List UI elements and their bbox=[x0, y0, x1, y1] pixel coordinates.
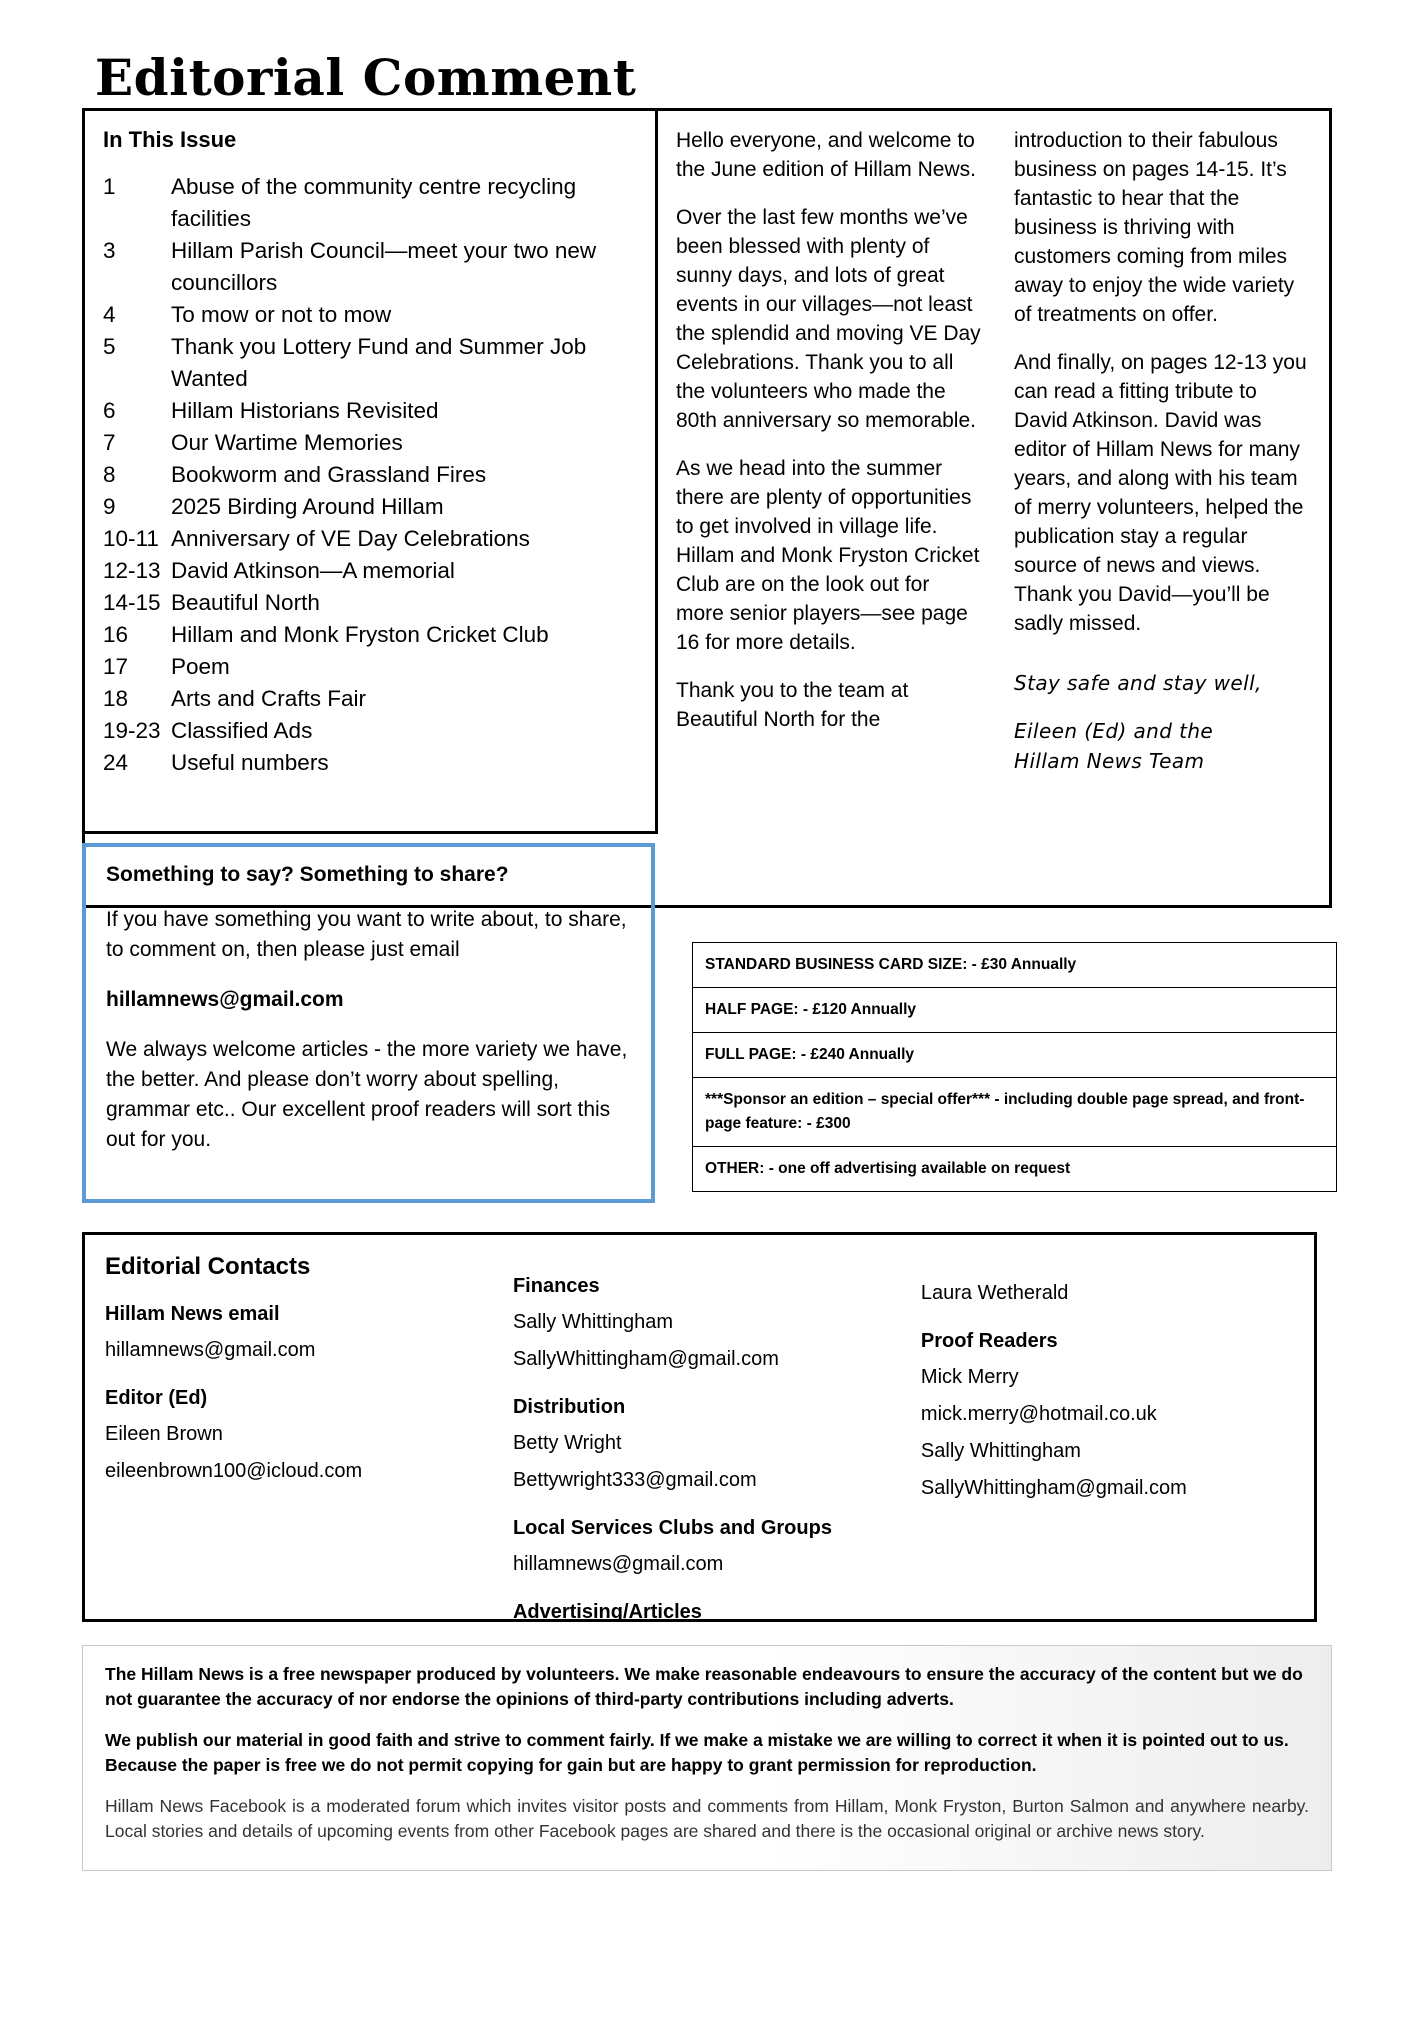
toc-entry-label: Beautiful North bbox=[171, 590, 320, 615]
contacts-value[interactable]: SallyWhittingham@gmail.com bbox=[920, 1477, 1187, 1499]
list-item bbox=[103, 555, 637, 587]
toc-entry-label: Bookworm and Grassland Fires bbox=[171, 462, 487, 487]
toc-page-number: 4 bbox=[103, 302, 116, 327]
toc-entry-label: Abuse of the community centre recycling facilities bbox=[171, 174, 577, 231]
contacts-value: Sally Whittingham bbox=[512, 1311, 674, 1333]
signoff-line-3: Hillam News Team bbox=[1014, 749, 1205, 773]
contacts-value: Laura Wetherald bbox=[920, 1282, 1069, 1304]
contacts-value: Betty Wright bbox=[512, 1432, 622, 1454]
toc-entry-label: 2025 Birding Around Hillam bbox=[171, 494, 444, 519]
toc-page-number: 3 bbox=[103, 238, 116, 263]
disclaimer-paragraph-1: The Hillam News is a free newspaper produced by volunteers. We make reasonable endeavours to ensure the accuracy of the content but we do not guarantee the accuracy of nor endorse the opinions of third-party contributions including adverts. bbox=[105, 1664, 1303, 1709]
table-row: FULL PAGE: - £240 Annually bbox=[693, 1033, 1336, 1078]
in-this-issue-heading: In This Issue bbox=[103, 127, 237, 152]
contacts-subheading: Advertising/Articles bbox=[512, 1601, 702, 1623]
toc-page-number: 6 bbox=[103, 398, 116, 423]
toc-page-number: 1 bbox=[103, 174, 116, 199]
list-item bbox=[103, 683, 637, 715]
table-row: STANDARD BUSINESS CARD SIZE: - £30 Annually bbox=[693, 943, 1336, 988]
toc-entry-label: Hillam and Monk Fryston Cricket Club bbox=[171, 622, 549, 647]
table-row: ***Sponsor an edition – special offer*** - including double page spread, and front-page feature: - £300 bbox=[693, 1078, 1336, 1147]
toc-entry-label: Hillam Parish Council—meet your two new councillors bbox=[171, 238, 597, 295]
editorial-paragraph: Hello everyone, and welcome to the June edition of Hillam News. bbox=[676, 129, 976, 181]
toc-page-number: 19-23 bbox=[103, 718, 161, 743]
list-item bbox=[103, 299, 637, 331]
table-row: OTHER: - one off advertising available on request bbox=[693, 1147, 1336, 1192]
toc-page-number: 24 bbox=[103, 750, 129, 775]
editorial-paragraph: Over the last few months we’ve been blessed with plenty of sunny days, and lots of great events in our villages—not least the splendid and moving VE Day Celebrations. Thank you to all the volunteers who made the 80th anniversary so memorable. bbox=[676, 206, 981, 432]
editorial-paragraph: Thank you to the team at Beautiful North for the bbox=[676, 679, 909, 731]
editorial-contacts-heading: Editorial Contacts bbox=[105, 1253, 311, 1280]
contacts-subheading: Local Services Clubs and Groups bbox=[512, 1517, 832, 1539]
toc-page-number: 16 bbox=[103, 622, 129, 647]
toc-entry-label: Useful numbers bbox=[171, 750, 329, 775]
contacts-subheading: Editor (Ed) bbox=[105, 1387, 208, 1409]
toc-entry-label: To mow or not to mow bbox=[171, 302, 392, 327]
editorial-column-2 bbox=[998, 111, 1329, 905]
editorial-paragraph: As we head into the summer there are plenty of opportunities to get involved in village life. Hillam and Monk Fryston Cricket Club are on the look out for more senior players—see page 16 for more details. bbox=[676, 457, 980, 654]
disclaimer-paragraph-3: Hillam News Facebook is a moderated forum which invites visitor posts and comments from Hillam, Monk Fryston, Burton Salmon and anywhere nearby. Local stories and details of upcoming events from other Facebook pages are shared and there is the occasional original or archive news story. bbox=[105, 1796, 1309, 1841]
toc-entry-label: Arts and Crafts Fair bbox=[171, 686, 367, 711]
toc-page-number: 14-15 bbox=[103, 590, 161, 615]
toc-entry-label: Poem bbox=[171, 654, 230, 679]
contacts-value: Mick Merry bbox=[920, 1366, 1019, 1388]
signoff-line-2: Eileen (Ed) and the bbox=[1014, 719, 1214, 743]
toc-page-number: 8 bbox=[103, 462, 116, 487]
editorial-paragraph: introduction to their fabulous business on pages 14-15. It’s fantastic to hear that the business is thriving with customers coming from miles away to enjoy the wide variety of treatments on offer. bbox=[1014, 129, 1295, 326]
toc-page-number: 9 bbox=[103, 494, 116, 519]
toc-entry-label: Thank you Lottery Fund and Summer Job Wanted bbox=[171, 334, 587, 391]
disclaimer-paragraph-2: We publish our material in good faith and strive to comment fairly. If we make a mistake we are willing to correct it when it is pointed out to us. Because the paper is free we do not permit copying for gain but are happy to grant permission for reproduction. bbox=[105, 1730, 1289, 1775]
contacts-value[interactable]: SallyWhittingham@gmail.com bbox=[512, 1348, 779, 1370]
toc-page-number: 10-11 bbox=[103, 526, 159, 551]
list-item bbox=[103, 427, 637, 459]
list-item bbox=[103, 171, 637, 235]
list-item bbox=[103, 395, 637, 427]
something-to-say-panel bbox=[82, 843, 655, 1203]
list-item bbox=[103, 587, 637, 619]
something-to-say-heading: Something to say? Something to share? bbox=[106, 863, 509, 886]
contacts-value[interactable]: Bettywright333@gmail.com bbox=[512, 1469, 757, 1491]
editorial-top-box bbox=[82, 108, 1332, 908]
contacts-value[interactable]: hillamnews@gmail.com bbox=[512, 1553, 724, 1575]
something-to-say-paragraph-1: If you have something you want to write about, to share, to comment on, then please just email bbox=[106, 908, 627, 961]
list-item bbox=[103, 491, 637, 523]
toc-entry-label: Anniversary of VE Day Celebrations bbox=[171, 526, 530, 551]
toc-entry-label: David Atkinson—A memorial bbox=[171, 558, 455, 583]
list-item bbox=[103, 747, 637, 779]
page-title: Editorial Comment bbox=[95, 48, 637, 107]
contacts-subheading: Finances bbox=[512, 1275, 600, 1297]
contacts-value[interactable]: hillamnews@gmail.com bbox=[105, 1339, 316, 1361]
toc-page-number: 12-13 bbox=[103, 558, 161, 583]
list-item bbox=[103, 715, 637, 747]
signoff-line-1: Stay safe and stay well, bbox=[1014, 671, 1262, 695]
editorial-paragraph: And finally, on pages 12-13 you can read a fitting tribute to David Atkinson. David was editor of Hillam News for many years, and along with his team of merry volunteers, helped the publication stay a regular source of news and views. Thank you David—you’ll be sadly missed. bbox=[1014, 351, 1307, 635]
contacts-value[interactable]: mick.merry@hotmail.co.uk bbox=[920, 1403, 1157, 1425]
editorial-signoff bbox=[1014, 668, 1311, 776]
toc-entry-label: Classified Ads bbox=[171, 718, 313, 743]
something-to-say-paragraph-2: We always welcome articles - the more variety we have, the better. And please don’t worry about spelling, grammar etc.. Our excellent proof readers will sort this out for you. bbox=[106, 1038, 628, 1151]
toc-entry-label: Hillam Historians Revisited bbox=[171, 398, 439, 423]
list-item bbox=[103, 651, 637, 683]
contacts-subheading: Hillam News email bbox=[105, 1303, 280, 1325]
contacts-value[interactable]: eileenbrown100@icloud.com bbox=[105, 1460, 363, 1482]
contacts-value: Eileen Brown bbox=[105, 1423, 223, 1445]
contacts-subheading: Proof Readers bbox=[920, 1330, 1058, 1352]
list-item bbox=[103, 331, 637, 395]
editorial-contacts-panel bbox=[82, 1232, 1317, 1622]
toc-page-number: 5 bbox=[103, 334, 116, 359]
list-item bbox=[103, 459, 637, 491]
disclaimer-panel bbox=[82, 1645, 1332, 1871]
contacts-value: Sally Whittingham bbox=[920, 1440, 1081, 1462]
list-item bbox=[103, 235, 637, 299]
list-item bbox=[103, 619, 637, 651]
toc-page-number: 7 bbox=[103, 430, 116, 455]
contacts-column-3 bbox=[921, 1253, 1294, 1634]
advertising-rates-table bbox=[692, 942, 1337, 1192]
in-this-issue-panel bbox=[85, 111, 658, 834]
list-item bbox=[103, 523, 637, 555]
contacts-subheading: Distribution bbox=[512, 1396, 626, 1418]
contacts-column-1 bbox=[105, 1253, 513, 1634]
table-of-contents bbox=[103, 171, 637, 779]
contact-email[interactable]: hillamnews@gmail.com bbox=[106, 988, 344, 1011]
contacts-column-2 bbox=[513, 1253, 921, 1634]
toc-page-number: 17 bbox=[103, 654, 129, 679]
toc-page-number: 18 bbox=[103, 686, 129, 711]
editorial-column-1 bbox=[658, 111, 998, 905]
toc-entry-label: Our Wartime Memories bbox=[171, 430, 403, 455]
table-row: HALF PAGE: - £120 Annually bbox=[693, 988, 1336, 1033]
